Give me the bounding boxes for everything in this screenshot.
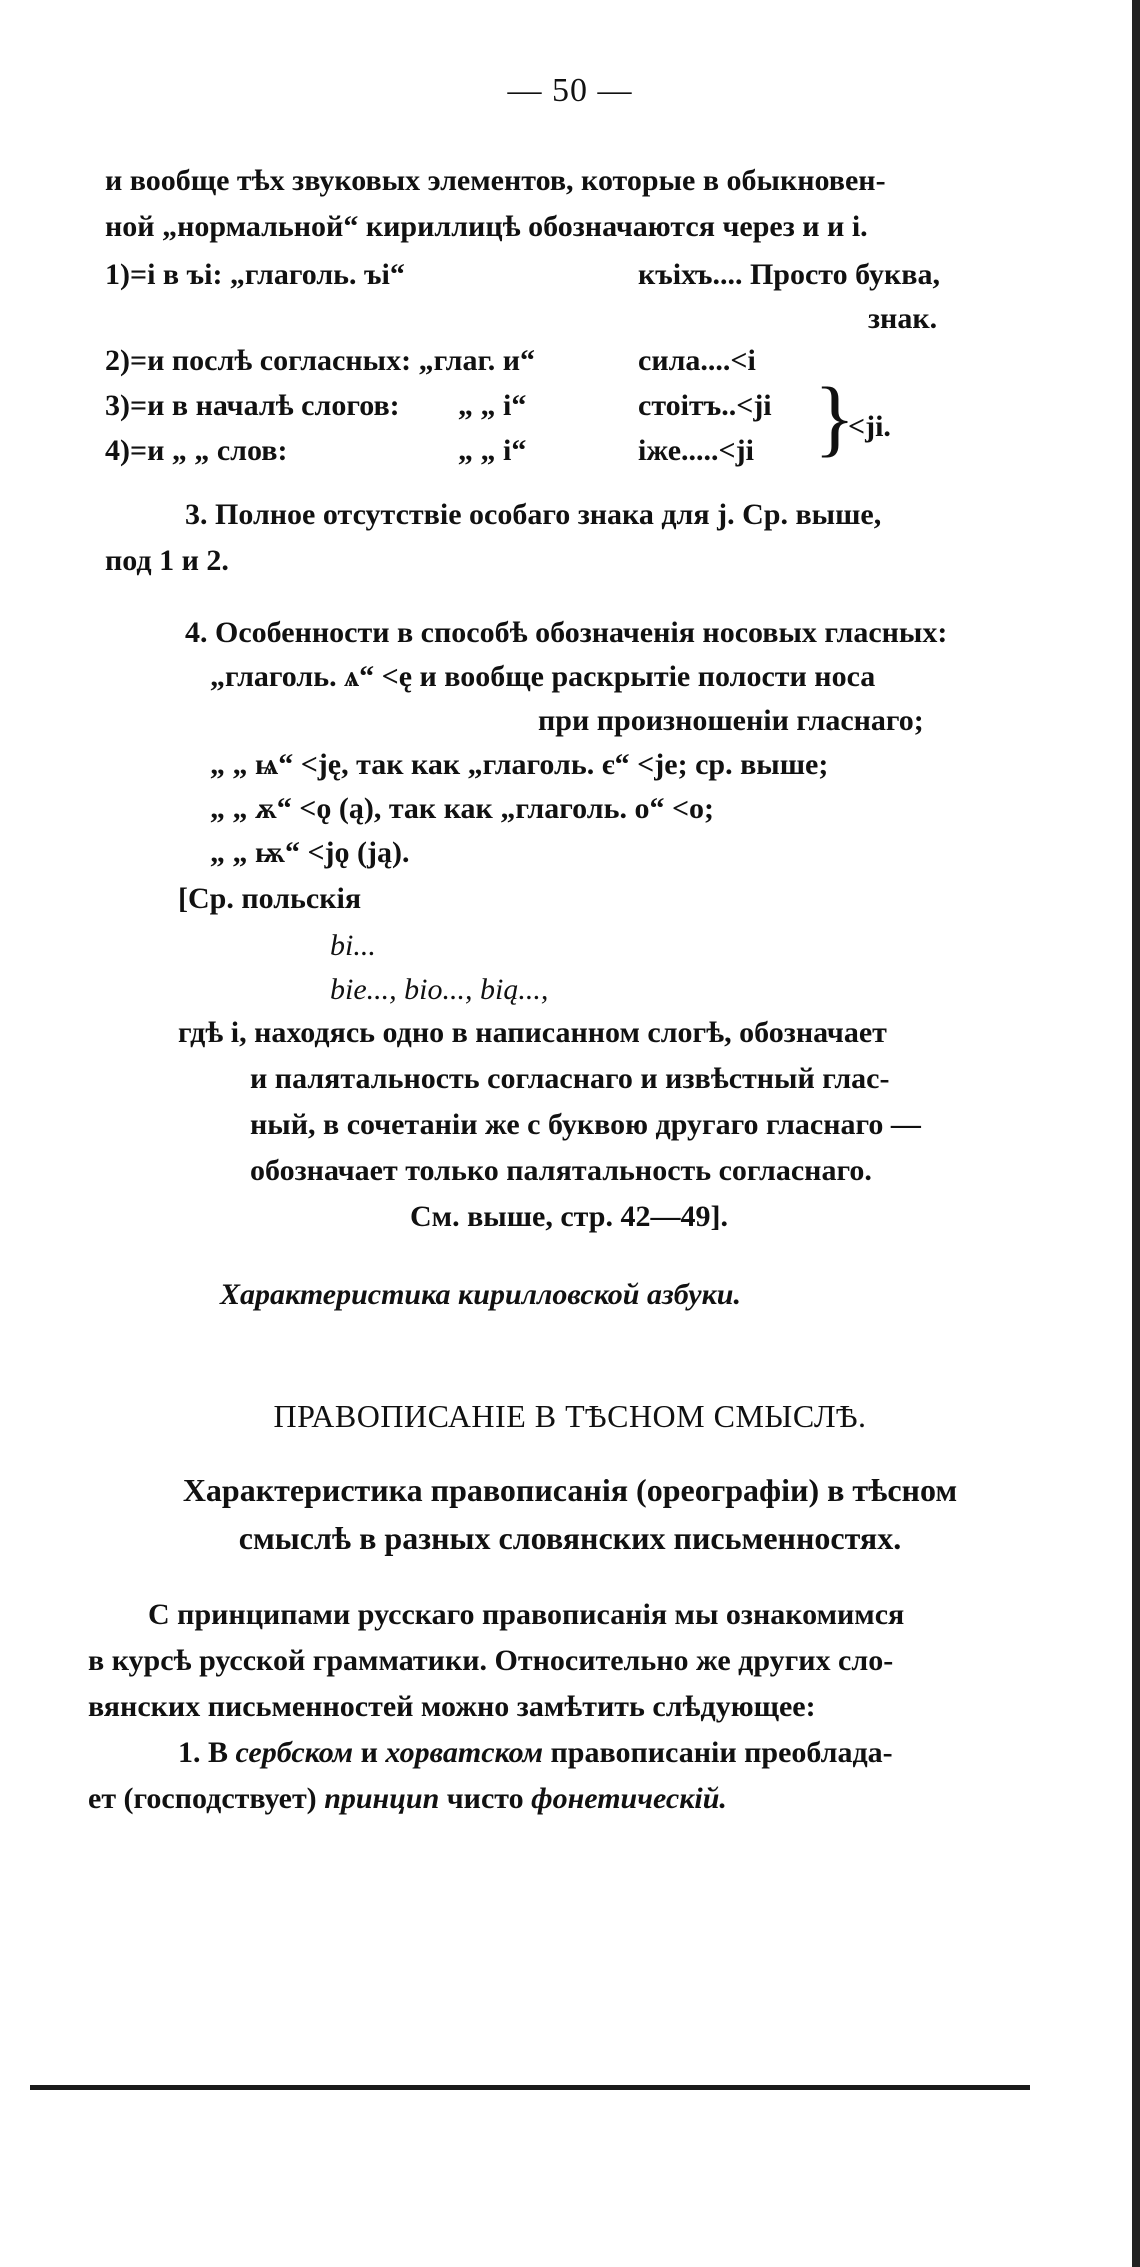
item-number: 1. В [178,1736,229,1769]
bracket-line-3: bie..., bio..., bią..., [330,973,549,1006]
line-5-start: ет (господствует) [88,1782,317,1815]
list-row-1-left: 1)=і в ъі: „глаголь. ъі“ [105,258,405,291]
list-row-1-continuation: знак. [868,302,938,335]
paragraph-5-line-5 [88,1778,727,1820]
bracket-line-2: bi... [330,929,376,962]
kirillic-alphabet-subtitle: Характеристика кирилловской азбуки. [220,1278,741,1311]
phonetic-term: фонетическій. [531,1782,727,1815]
paragraph-4-line-3: при произношеніи гласнаго; [538,704,924,737]
section-subtitle-line-1: Характеристика правописанія (ореографіи) в тѣсном [182,1472,958,1508]
bracket-line-5: и палятальность согласнаго и извѣстный глас- [250,1062,890,1095]
paragraph-5-line-3: вянских письменностей можно замѣтить слѣдующее: [88,1690,816,1723]
principle-term: принцип [324,1782,440,1815]
page-edge-shadow [1132,0,1140,2267]
list-row-2-left: 2)=и послѣ согласных: „глаг. и“ [105,344,536,377]
line-5-middle: чисто [446,1782,524,1815]
serbian-term: сербском [235,1736,354,1769]
bottom-rule [30,2085,1030,2090]
croatian-term: хорватском [385,1736,543,1769]
list-row-2-right: сила....<i [638,344,756,377]
list-row-3-middle: „ „ і“ [458,389,527,422]
brace-result: <ji. [848,410,891,443]
list-row-4-left: 4)=и „ „ слов: [105,434,288,467]
paragraph-1-line-2: ной „нормальной“ кириллицѣ обозначаются через и и і. [105,210,868,243]
paragraph-4-line-1: 4. Особенности в способѣ обозначенія носовых гласных: [185,616,948,649]
paragraph-3-line-1: 3. Полное отсутствіе особаго знака для j. Ср. выше, [185,498,882,531]
paragraph-5-line-4 [178,1732,893,1774]
paragraph-4-line-5: „ „ ѫ“ <ǫ (ą), так как „глаголь. о“ <o; [210,792,715,825]
list-row-1-right: къіхъ.... Просто буква, [638,258,940,291]
list-row-4-right: іже.....<ji [638,434,754,467]
list-row-4-middle: „ „ і“ [458,434,527,467]
section-title: ПРАВОПИСАНІЕ В ТѢСНОМ СМЫСЛѢ. [273,1398,867,1434]
paragraph-5-line-1: С принципами русскаго правописанія мы ознакомимся [148,1598,905,1631]
paragraph-4-line-2: „глаголь. ѧ“ <ę и вообще раскрытіе полости носа [210,660,876,693]
conjunction: и [360,1736,378,1769]
list-row-3-left: 3)=и в началѣ слогов: [105,389,400,422]
line-4-rest: правописаніи преоблада- [550,1736,893,1769]
paragraph-3-line-2: под 1 и 2. [105,544,229,577]
bracket-line-7: обозначает только палятальность согласнаго. [250,1154,872,1187]
bracket-line-8: См. выше, стр. 42—49]. [410,1200,728,1233]
paragraph-1-line-1: и вообще тѣх звуковых элементов, которые в обыкновен- [105,164,886,197]
curly-brace: } [814,369,856,465]
bracket-line-4: гдѣ i, находясь одно в написанном слогѣ, обозначает [178,1016,887,1049]
paragraph-5-line-2: в курсѣ русской грамматики. Относительно же других сло- [88,1644,894,1677]
bracket-line-1: [Ср. польскія [178,882,362,915]
list-row-3-right: стоітъ..<ji [638,389,772,422]
section-subtitle-line-2: смыслѣ в разных словянских письменностях. [238,1520,902,1556]
bracket-line-6: ный, в сочетаніи же с буквою другаго гласнаго — [250,1108,921,1141]
paragraph-4-line-4: „ „ ѩ“ <ję, так как „глаголь. є“ <je; ср. выше; [210,748,829,781]
paragraph-4-line-6: „ „ ѭ“ <jǫ (ją). [210,836,410,869]
page-number: — 50 — [507,72,633,109]
